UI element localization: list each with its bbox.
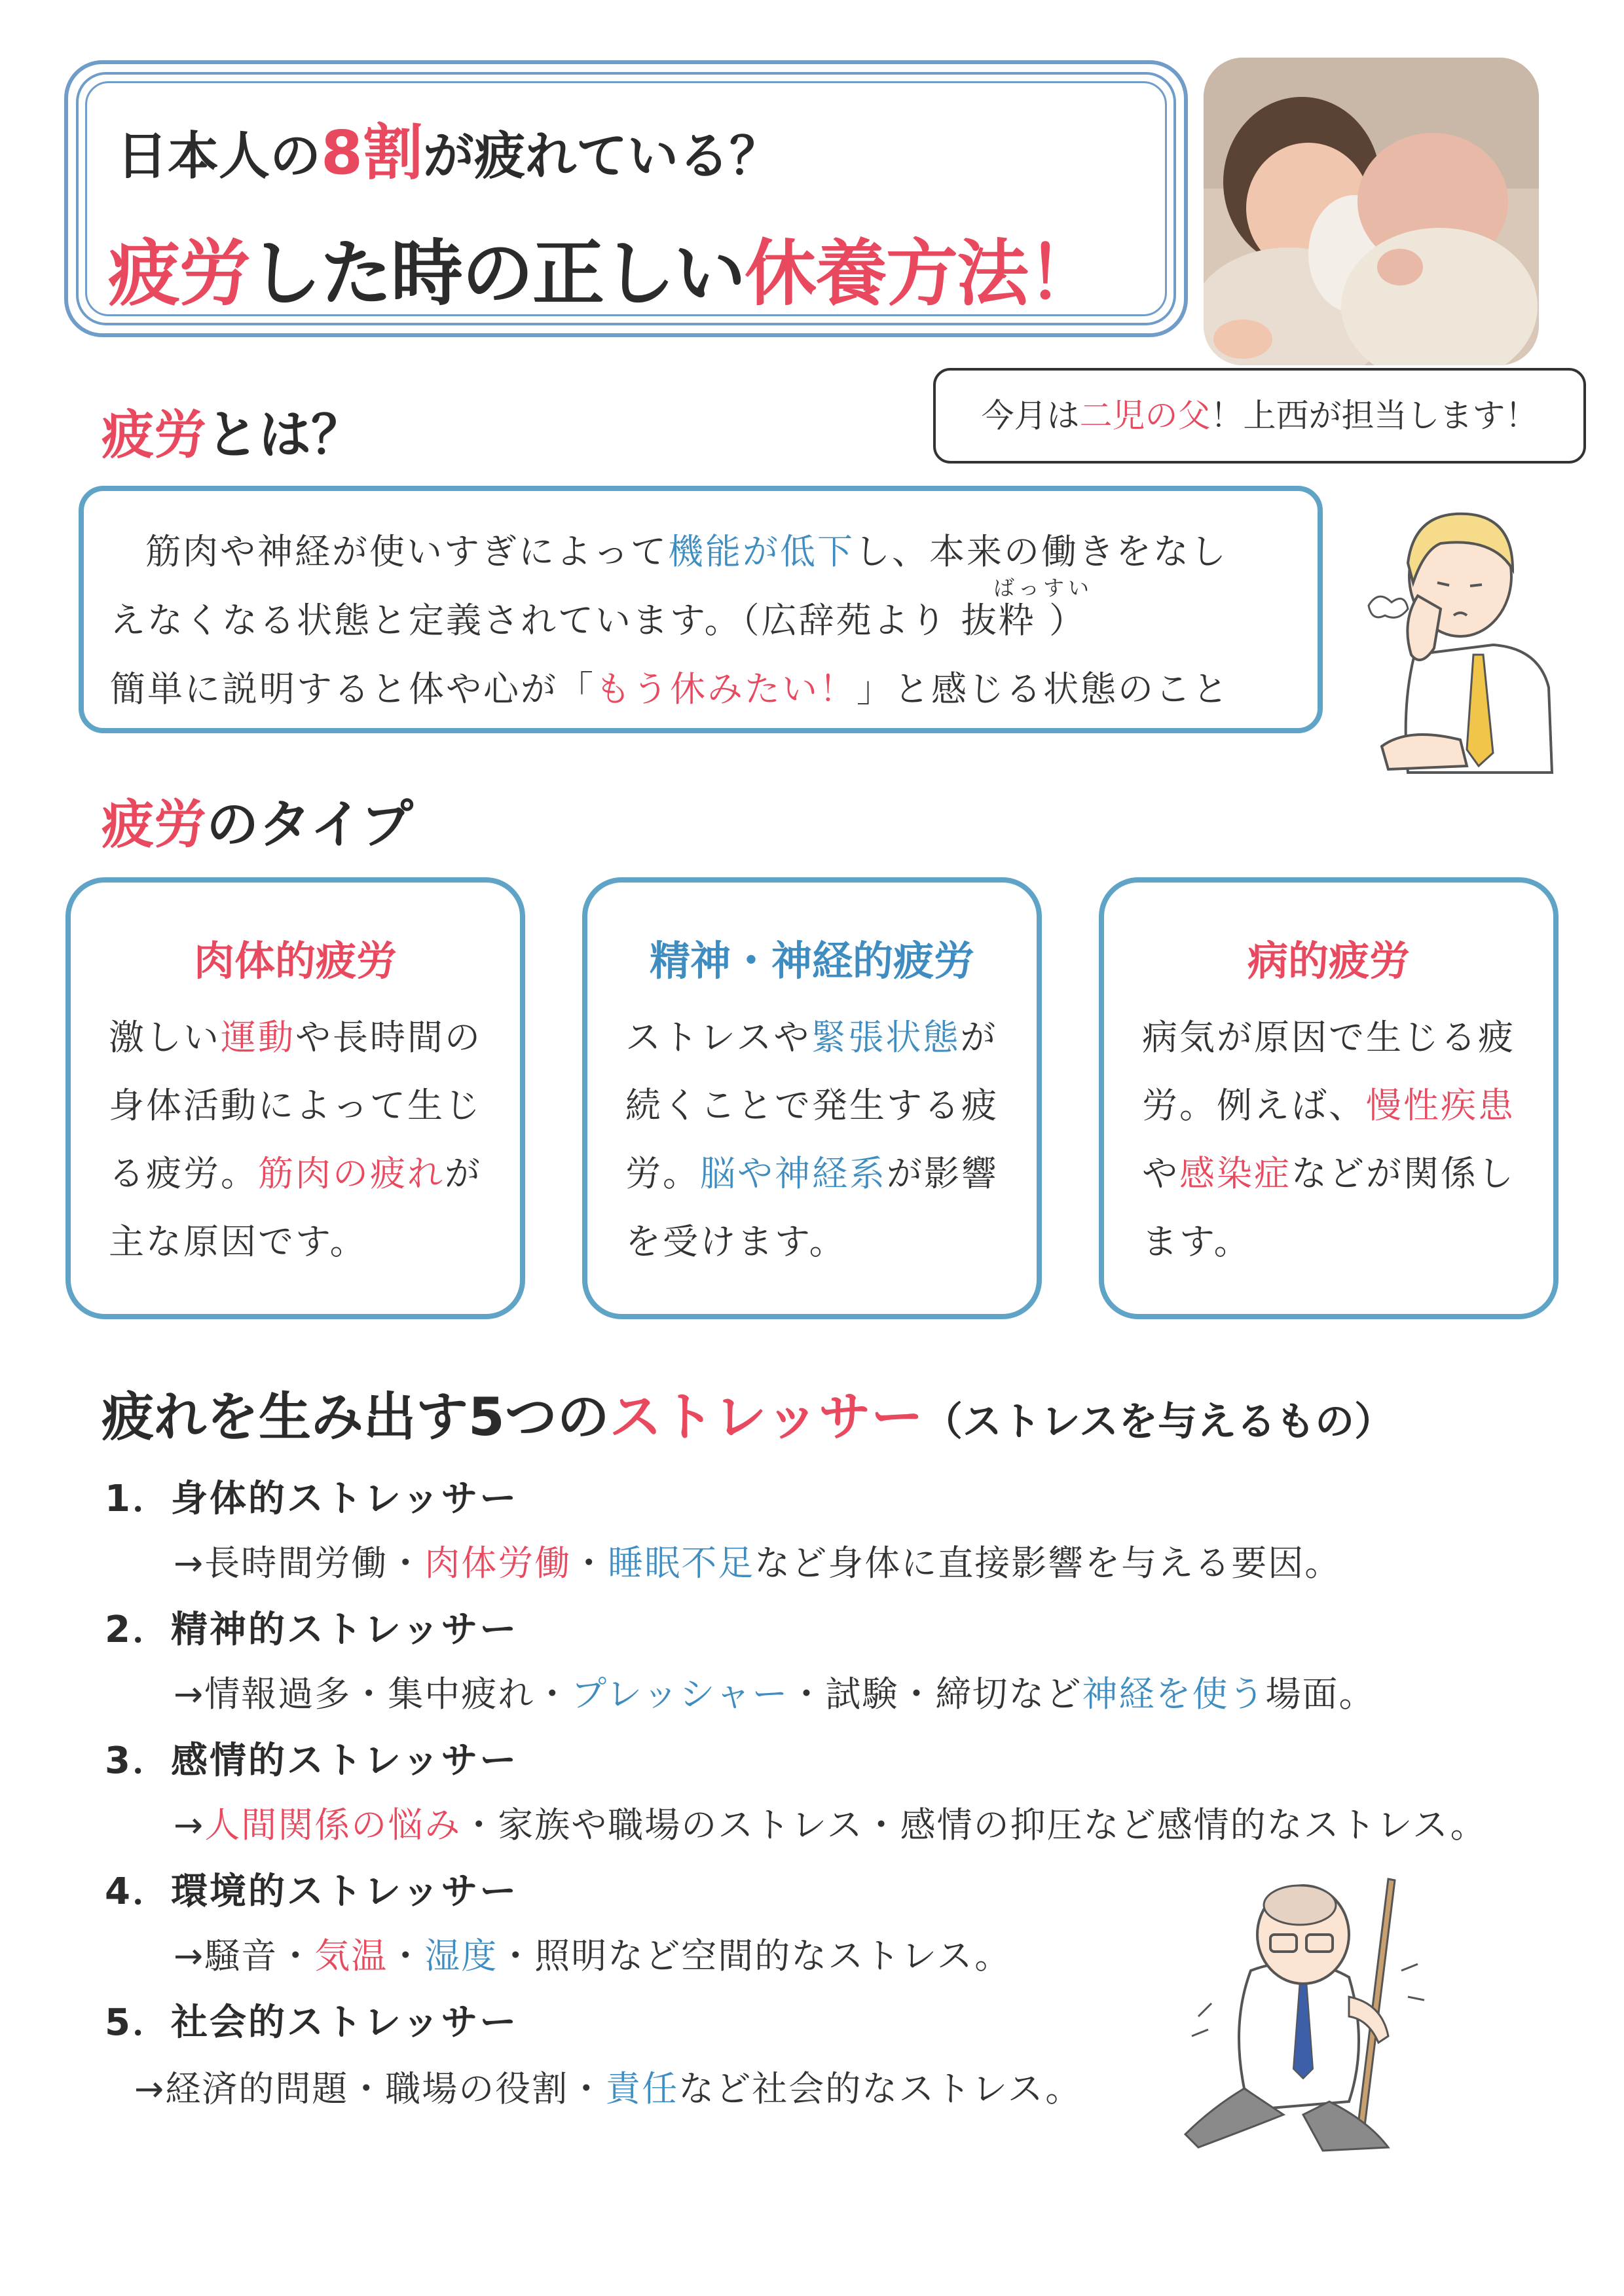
type-card-description: 病気が原因で生じる疲 労。例えば、慢性疾患 や感染症などが関係し ます。 xyxy=(1142,1017,1515,1262)
stressor-desc-5: →経済的問題・職場の役割・責任など社会的なストレス。 xyxy=(134,2068,1082,2109)
stressor-desc-1: →長時間労働・肉体労働・睡眠不足など身体に直接影響を与える要因。 xyxy=(174,1542,1342,1584)
stressor-title-3: 3．感情的ストレッサー xyxy=(105,1740,519,1782)
type-card-title: 肉体的疲労 xyxy=(193,937,397,985)
title-line-1: 日本人の8割が疲れている？ xyxy=(117,118,781,188)
stressor-desc-2: →情報過多・集中疲れ・プレッシャー・試験・締切など神経を使う場面。 xyxy=(174,1673,1376,1715)
type-card-title: 病的疲労 xyxy=(1247,937,1410,985)
children-photo xyxy=(1204,58,1539,365)
definition-line-2: えなくなる状態と定義されています。（広辞苑より 抜粋 ） xyxy=(110,600,1087,641)
exhausted-man-illustration xyxy=(1172,1872,1467,2160)
type-card-physical xyxy=(65,877,525,1319)
stressor-title-4: 4．環境的ストレッサー xyxy=(105,1870,519,1913)
author-note: 今月は二児の父！上西が担当します！ xyxy=(933,368,1586,464)
definition-line-3: 簡単に説明すると体や心が「もう休みたい！」と感じる状態のこと xyxy=(110,668,1230,710)
type-card-description: ストレスや緊張状態が 続くことで発生する疲 労。脳や神経系が影響 を受けます。 xyxy=(625,1017,999,1262)
tired-man-illustration xyxy=(1362,491,1559,779)
definition-line-1: 筋肉や神経が使いすぎによって機能が低下し、本来の働きをなし xyxy=(145,531,1228,572)
stressor-title-5: 5．社会的ストレッサー xyxy=(105,2001,519,2044)
stressor-desc-3: →人間関係の悩み・家族や職場のストレス・感情の抑圧など感情的なストレス。 xyxy=(174,1804,1487,1846)
type-card-mental xyxy=(582,877,1042,1319)
types-heading: 疲労のタイプ xyxy=(101,794,413,855)
stressors-heading: 疲れを生み出す5つのストレッサー（ストレスを与えるもの） xyxy=(101,1387,1394,1448)
stressor-desc-4: →騒音・気温・湿度・照明など空間的なストレス。 xyxy=(174,1935,1012,1977)
type-card-description: 激しい運動や長時間の 身体活動によって生じ る疲労。筋肉の疲れが 主な原因です。 xyxy=(109,1017,482,1262)
title-line-2: 疲労した時の正しい休養方法！ xyxy=(108,232,1098,316)
definition-heading: 疲労とは？ xyxy=(101,405,363,465)
stressor-title-1: 1．身体的ストレッサー xyxy=(105,1478,519,1520)
type-card-title: 精神・神経的疲労 xyxy=(649,937,974,985)
stressor-title-2: 2．精神的ストレッサー xyxy=(105,1609,519,1651)
type-card-illness xyxy=(1099,877,1559,1319)
ruby-text: ばっすい xyxy=(993,575,1094,600)
